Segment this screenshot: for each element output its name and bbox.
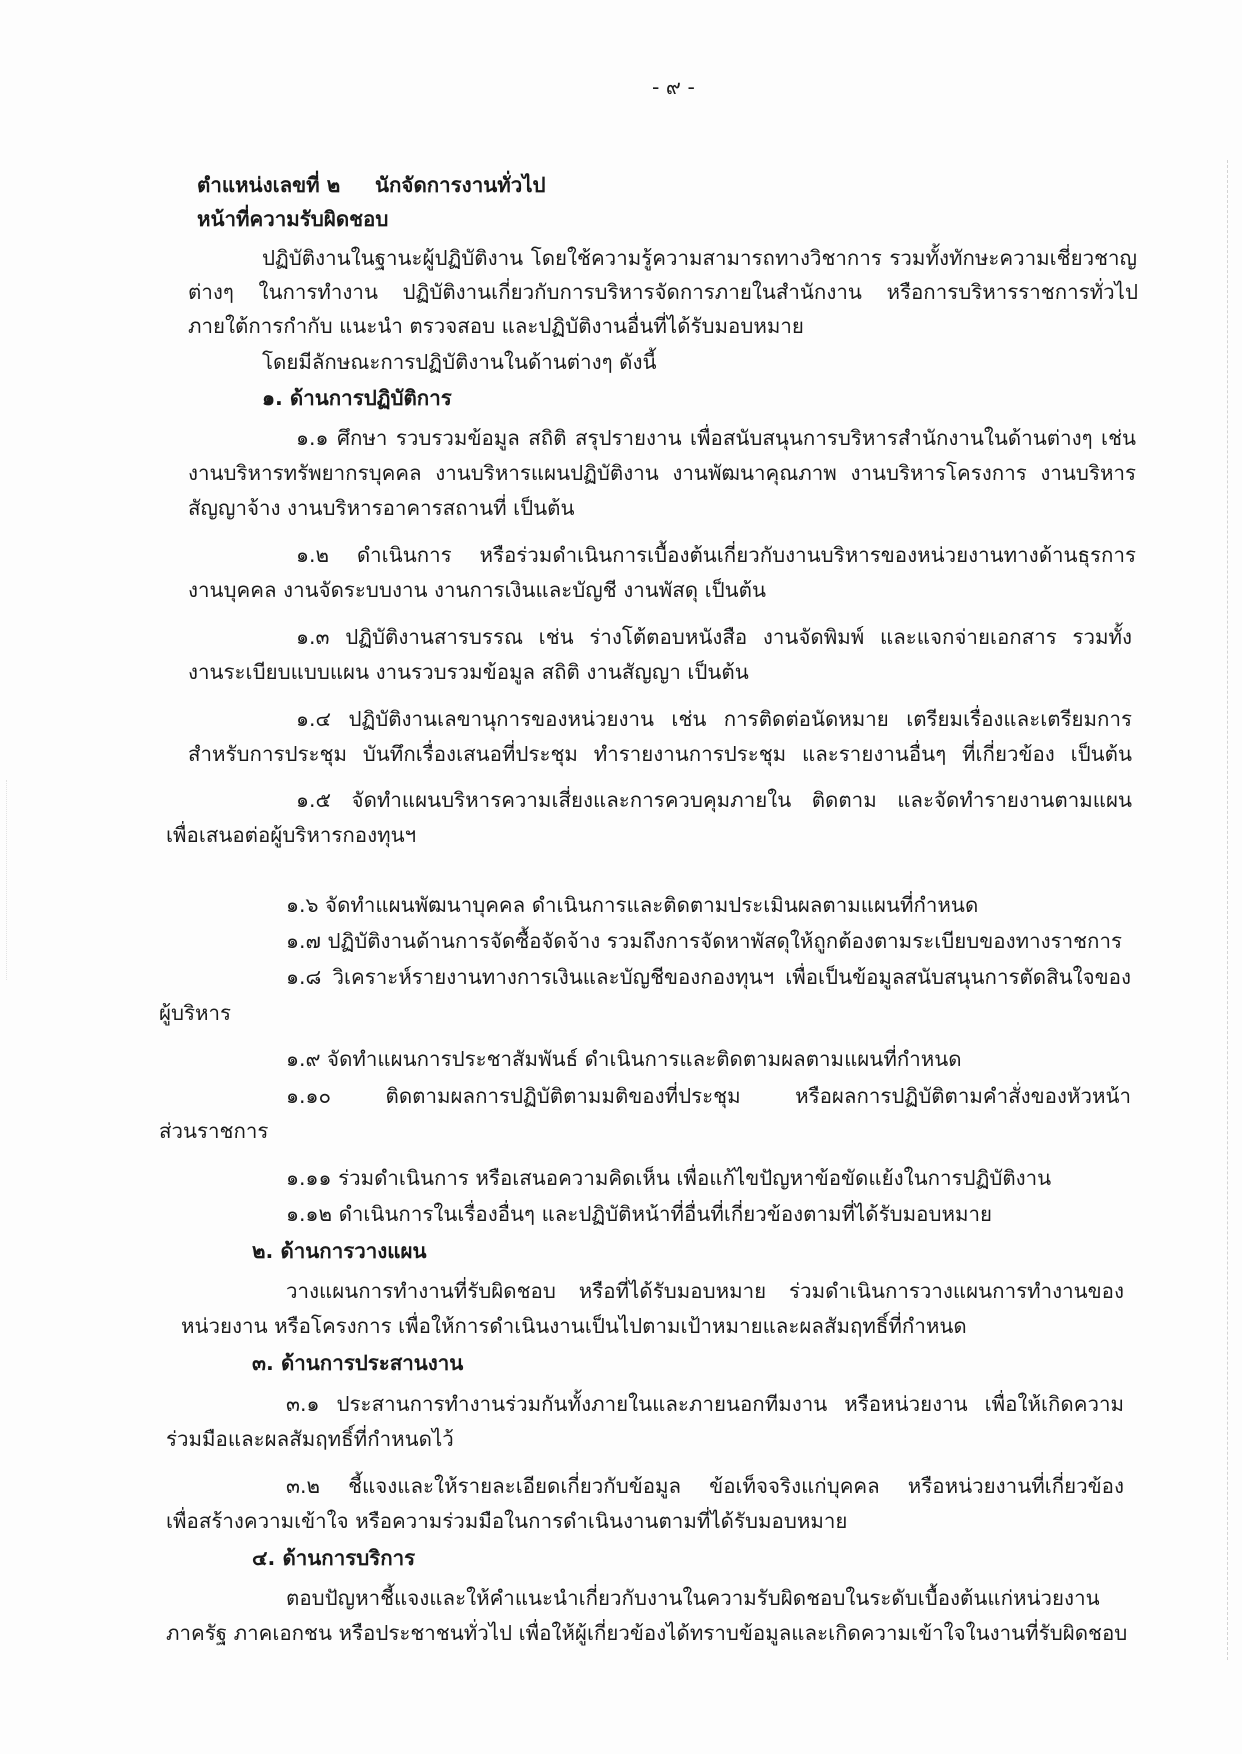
paragraph-line: โดยมีลักษณะการปฏิบัติงานในด้านต่างๆ ดังนี้ <box>262 350 657 374</box>
paragraph-line: ๑.๔ ปฏิบัติงานเลขานุการของหน่วยงาน เช่น การติดต่อนัดหมาย เตรียมเรื่องและเตรียมการ <box>296 707 1132 731</box>
paragraph-line: ร่วมมือและผลสัมฤทธิ์ที่กำหนดไว้ <box>166 1427 454 1451</box>
scan-edge-mark <box>6 780 8 980</box>
paragraph-line: ๑.๑ ศึกษา รวบรวมข้อมูล สถิติ สรุปรายงาน เพื่อสนับสนุนการบริหารสำนักงานในด้านต่างๆ เช่น <box>296 426 1136 450</box>
paragraph-line: ๑.๓ ปฏิบัติงานสารบรรณ เช่น ร่างโต้ตอบหนังสือ งานจัดพิมพ์ และแจกจ่ายเอกสาร รวมทั้ง <box>296 625 1132 649</box>
paragraph-line: หน่วยงาน หรือโครงการ เพื่อให้การดำเนินงานเป็นไปตามเป้าหมายและผลสัมฤทธิ์ที่กำหนด <box>181 1314 967 1338</box>
section-heading: ๑. ด้านการปฏิบัติการ <box>262 386 452 410</box>
paragraph-line: ๓.๑ ประสานการทำงานร่วมกันทั้งภายในและภายนอกทีมงาน หรือหน่วยงาน เพื่อให้เกิดความ <box>286 1392 1124 1416</box>
paragraph-line: เพื่อเสนอต่อผู้บริหารกองทุนฯ <box>166 823 417 847</box>
paragraph-line: ๑.๑๒ ดำเนินการในเรื่องอื่นๆ และปฏิบัติหน้าที่อื่นที่เกี่ยวข้องตามที่ได้รับมอบหมาย <box>286 1202 993 1226</box>
paragraph-line: ๑.๘ วิเคราะห์รายงานทางการเงินและบัญชีของกองทุนฯ เพื่อเป็นข้อมูลสนับสนุนการตัดสินใจของ <box>286 965 1131 989</box>
paragraph-line: สำหรับการประชุม บันทึกเรื่องเสนอที่ประชุม ทำรายงานการประชุม และรายงานอื่นๆ ที่เกี่ยวข้อง เป็นต้น <box>188 742 1132 766</box>
section-heading: ๒. ด้านการวางแผน <box>252 1239 427 1263</box>
paragraph-line: ปฏิบัติงานในฐานะผู้ปฏิบัติงาน โดยใช้ความรู้ความสามารถทางวิชาการ รวมทั้งทักษะความเชี่ยวชาญ <box>262 246 1137 270</box>
paragraph-line: ส่วนราชการ <box>159 1119 269 1143</box>
paragraph-line: งานบริหารทรัพยากรบุคคล งานบริหารแผนปฏิบัติงาน งานพัฒนาคุณภาพ งานบริหารโครงการ งานบริหาร <box>188 461 1136 485</box>
position-title: นักจัดการงานทั่วไป <box>375 173 546 197</box>
paragraph-line: งานบุคคล งานจัดระบบงาน งานการเงินและบัญชี งานพัสดุ เป็นต้น <box>188 578 766 602</box>
paragraph-line: เพื่อสร้างความเข้าใจ หรือความร่วมมือในการดำเนินงานตามที่ได้รับมอบหมาย <box>166 1509 848 1533</box>
paragraph-line: สัญญาจ้าง งานบริหารอาคารสถานที่ เป็นต้น <box>188 496 575 520</box>
section-heading: ๔. ด้านการบริการ <box>252 1546 416 1570</box>
paragraph-line: ๓.๒ ชี้แจงและให้รายละเอียดเกี่ยวกับข้อมูล ข้อเท็จจริงแก่บุคคล หรือหน่วยงานที่เกี่ยวข้อง <box>286 1474 1124 1498</box>
page-number: - ๙ - <box>652 75 695 99</box>
paragraph-line: ๑.๗ ปฏิบัติงานด้านการจัดซื้อจัดจ้าง รวมถึงการจัดหาพัสดุให้ถูกต้องตามระเบียบของทางราชการ <box>286 929 1122 953</box>
paragraph-line: ๑.๖ จัดทำแผนพัฒนาบุคคล ดำเนินการและติดตามประเมินผลตามแผนที่กำหนด <box>286 893 979 917</box>
paragraph-line: ภาครัฐ ภาคเอกชน หรือประชาชนทั่วไป เพื่อให้ผู้เกี่ยวข้องได้ทราบข้อมูลและเกิดความเข้าใจในงานที่รับผิดชอบ <box>166 1621 1128 1645</box>
position-label: ตำแหน่งเลขที่ ๒ <box>197 173 341 197</box>
paragraph-line: ๑.๕ จัดทำแผนบริหารความเสี่ยงและการควบคุมภายใน ติดตาม และจัดทำรายงานตามแผน <box>296 788 1132 812</box>
paragraph-line: ๑.๒ ดำเนินการ หรือร่วมดำเนินการเบื้องต้นเกี่ยวกับงานบริหารของหน่วยงานทางด้านธุรการ <box>296 543 1136 567</box>
paragraph-line: ต่างๆ ในการทำงาน ปฏิบัติงานเกี่ยวกับการบริหารจัดการภายในสำนักงาน หรือการบริหารราชการทั่วไป <box>188 280 1138 304</box>
paragraph-line: ผู้บริหาร <box>159 1001 232 1025</box>
paragraph-line: ภายใต้การกำกับ แนะนำ ตรวจสอบ และปฏิบัติงานอื่นที่ได้รับมอบหมาย <box>188 314 804 338</box>
duties-heading: หน้าที่ความรับผิดชอบ <box>197 207 389 231</box>
paragraph-line: ๑.๑๑ ร่วมดำเนินการ หรือเสนอความคิดเห็น เพื่อแก้ไขปัญหาข้อขัดแย้งในการปฏิบัติงาน <box>286 1166 1052 1190</box>
paragraph-line: ๑.๑๐ ติดตามผลการปฏิบัติตามมติของที่ประชุม หรือผลการปฏิบัติตามคำสั่งของหัวหน้า <box>286 1084 1131 1108</box>
paragraph-line: วางแผนการทำงานที่รับผิดชอบ หรือที่ได้รับมอบหมาย ร่วมดำเนินการวางแผนการทำงานของ <box>286 1279 1124 1303</box>
scan-edge-mark <box>1226 160 1228 1660</box>
paragraph-line: ๑.๙ จัดทำแผนการประชาสัมพันธ์ ดำเนินการและติดตามผลตามแผนที่กำหนด <box>286 1047 962 1071</box>
paragraph-line: งานระเบียบแบบแผน งานรวบรวมข้อมูล สถิติ งานสัญญา เป็นต้น <box>188 660 749 684</box>
section-heading: ๓. ด้านการประสานงาน <box>252 1351 464 1375</box>
paragraph-line: ตอบปัญหาชี้แจงและให้คำแนะนำเกี่ยวกับงานในความรับผิดชอบในระดับเบื้องต้นแก่หน่วยงาน <box>286 1586 1100 1610</box>
